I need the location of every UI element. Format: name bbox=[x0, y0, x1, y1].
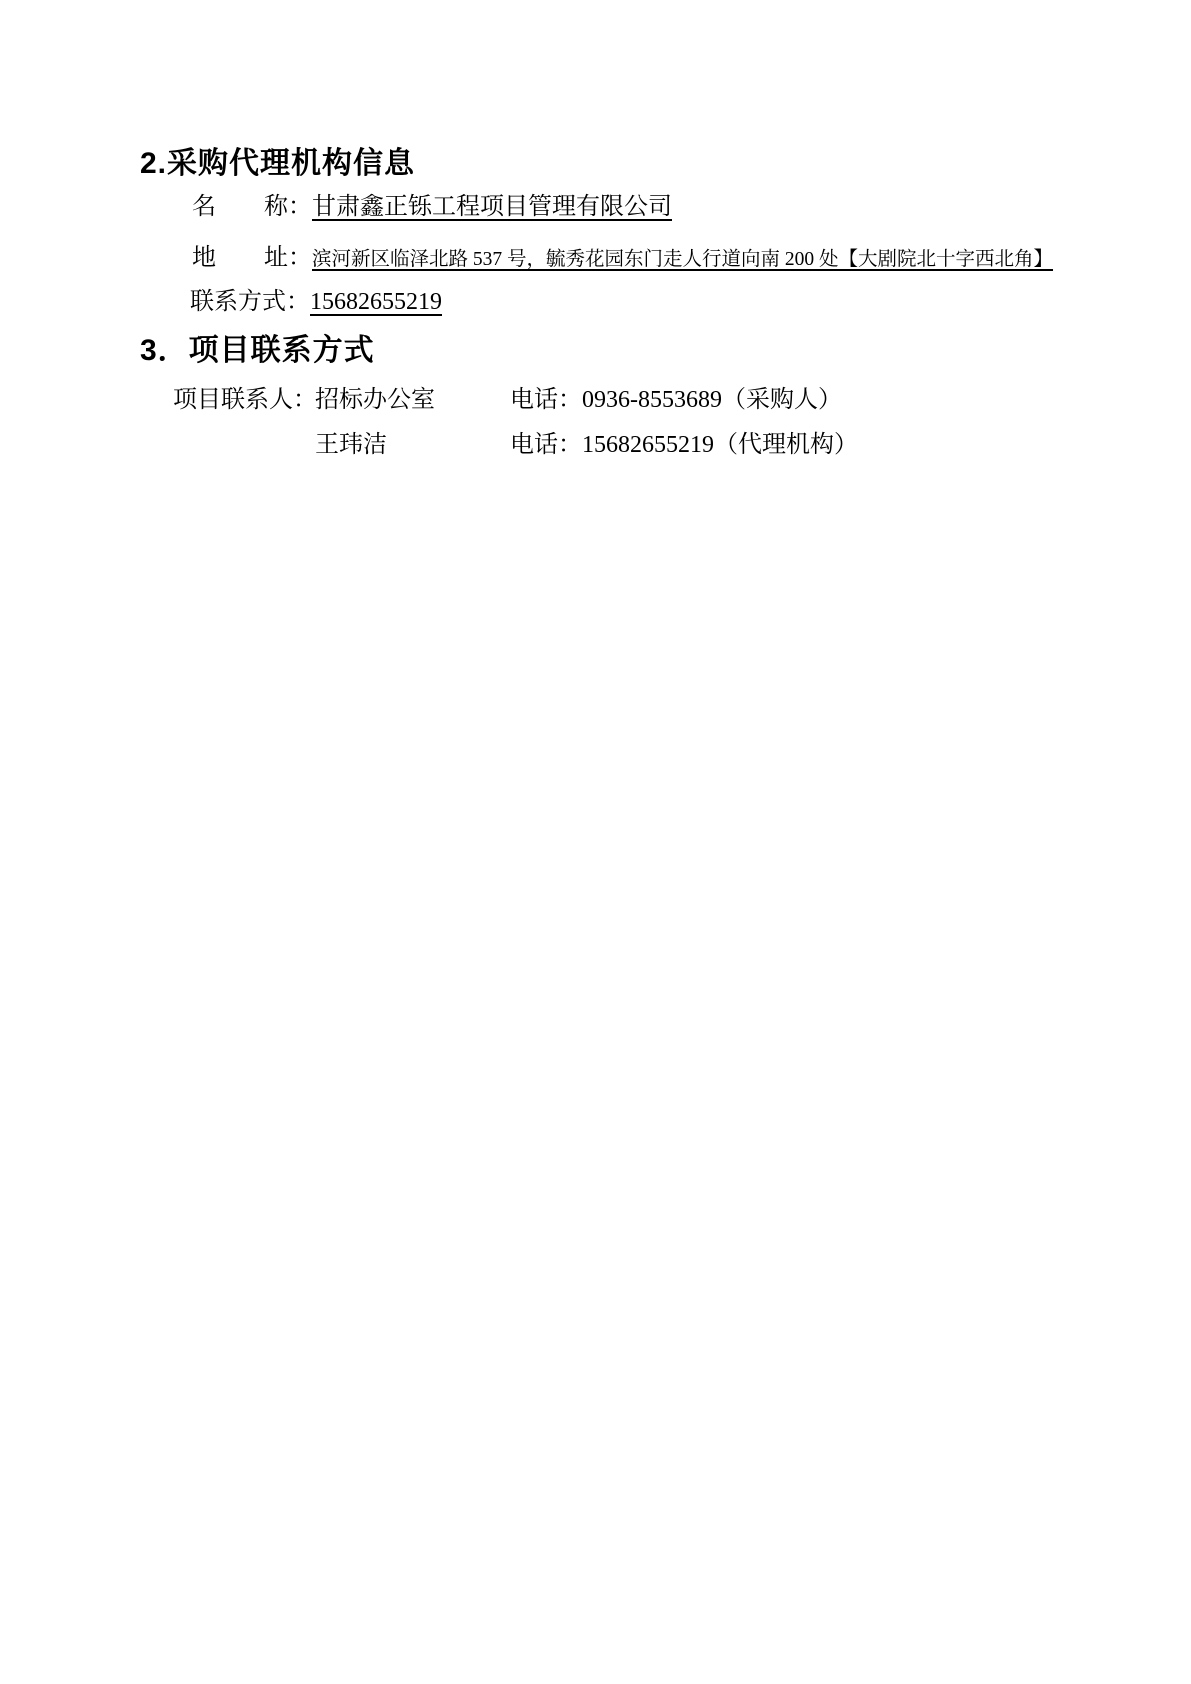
section-2-heading: 2.采购代理机构信息 bbox=[140, 147, 416, 180]
agency-phone-label: 联系方式： bbox=[190, 289, 310, 315]
agency-address-value: 滨河新区临泽北路 537 号，毓秀花园东门走人行道向南 200 处【大剧院北十字西北角】 bbox=[312, 249, 1054, 270]
agency-name-value: 甘肃鑫正铄工程项目管理有限公司 bbox=[312, 194, 672, 220]
project-contact-name-1: 招标办公室 bbox=[315, 387, 435, 413]
project-contact-label: 项目联系人： bbox=[173, 387, 317, 413]
project-contact-phone-2: 电话：15682655219（代理机构） bbox=[510, 432, 858, 458]
agency-name-row bbox=[192, 193, 672, 222]
agency-name-label: 名 称： bbox=[192, 194, 312, 220]
agency-phone-row bbox=[190, 288, 442, 317]
project-contact-name-2: 王玮洁 bbox=[315, 432, 387, 458]
section-3-heading: 3．项目联系方式 bbox=[140, 334, 375, 367]
project-contact-phone-1: 电话：0936-8553689（采购人） bbox=[510, 387, 842, 413]
agency-address-label: 地 址： bbox=[192, 245, 312, 271]
agency-address-row bbox=[192, 244, 1053, 273]
agency-phone-value: 15682655219 bbox=[310, 289, 442, 315]
